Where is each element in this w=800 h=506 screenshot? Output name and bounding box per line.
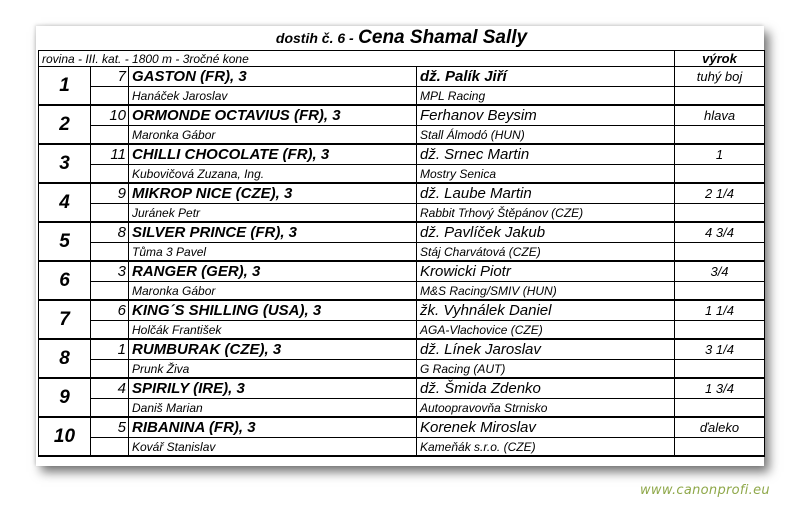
watermark: www.canonprofi.eu [640, 483, 770, 498]
number-spacer [91, 126, 129, 145]
owner-name: Mostry Senica [417, 165, 675, 184]
number-spacer [91, 204, 129, 223]
trainer-name: Tůma 3 Pavel [129, 243, 417, 262]
race-info-row [39, 51, 765, 67]
horse-name: ORMONDE OCTAVIUS (FR), 3 [129, 105, 417, 126]
result-margin: 3 1/4 [675, 339, 765, 360]
entry-detail-row [39, 282, 765, 301]
owner-name: Kameňák s.r.o. (CZE) [417, 438, 675, 457]
horse-name: MIKROP NICE (CZE), 3 [129, 183, 417, 204]
entry-detail-row [39, 126, 765, 145]
result-spacer [675, 438, 765, 457]
race-results-table [38, 26, 765, 457]
race-name: Cena Shamal Sally [358, 27, 528, 48]
trainer-name: Holčák František [129, 321, 417, 340]
result-column-header: výrok [675, 51, 765, 67]
start-number: 3 [91, 261, 129, 282]
jockey-name: žk. Vyhnálek Daniel [417, 300, 675, 321]
race-number: dostih č. 6 - [275, 30, 354, 46]
entry-detail-row [39, 243, 765, 262]
result-margin: 4 3/4 [675, 222, 765, 243]
finish-place: 9 [39, 378, 91, 417]
jockey-name: Korenek Miroslav [417, 417, 675, 438]
result-margin: tuhý boj [675, 67, 765, 87]
horse-name: SILVER PRINCE (FR), 3 [129, 222, 417, 243]
finish-place: 8 [39, 339, 91, 378]
result-margin: hlava [675, 105, 765, 126]
trainer-name: Prunk Živa [129, 360, 417, 379]
trainer-name: Kovář Stanislav [129, 438, 417, 457]
owner-name: G Racing (AUT) [417, 360, 675, 379]
result-spacer [675, 87, 765, 106]
finish-place: 10 [39, 417, 91, 456]
finish-place: 2 [39, 105, 91, 144]
finish-place: 5 [39, 222, 91, 261]
result-margin: 3/4 [675, 261, 765, 282]
jockey-name: dž. Pavlíček Jakub [417, 222, 675, 243]
result-margin: 1 1/4 [675, 300, 765, 321]
result-spacer [675, 126, 765, 145]
horse-name: SPIRILY (IRE), 3 [129, 378, 417, 399]
finish-place: 1 [39, 67, 91, 106]
jockey-name: dž. Šmida Zdenko [417, 378, 675, 399]
start-number: 5 [91, 417, 129, 438]
jockey-name: dž. Laube Martin [417, 183, 675, 204]
entry-row [39, 378, 765, 399]
entry-detail-row [39, 204, 765, 223]
entry-row [39, 144, 765, 165]
owner-name: Stáj Charvátová (CZE) [417, 243, 675, 262]
trainer-name: Kubovičová Zuzana, Ing. [129, 165, 417, 184]
owner-name: Stall Álmodó (HUN) [417, 126, 675, 145]
jockey-name: dž. Palík Jiří [417, 67, 675, 87]
entry-detail-row [39, 438, 765, 457]
number-spacer [91, 165, 129, 184]
result-margin: ďaleko [675, 417, 765, 438]
entry-row [39, 222, 765, 243]
start-number: 1 [91, 339, 129, 360]
number-spacer [91, 87, 129, 106]
entry-row [39, 417, 765, 438]
entry-row [39, 339, 765, 360]
entry-row [39, 261, 765, 282]
finish-place: 4 [39, 183, 91, 222]
horse-name: RUMBURAK (CZE), 3 [129, 339, 417, 360]
start-number: 7 [91, 67, 129, 87]
owner-name: AGA-Vlachovice (CZE) [417, 321, 675, 340]
trainer-name: Juránek Petr [129, 204, 417, 223]
result-margin: 2 1/4 [675, 183, 765, 204]
jockey-name: dž. Línek Jaroslav [417, 339, 675, 360]
result-margin: 1 [675, 144, 765, 165]
trainer-name: Maronka Gábor [129, 282, 417, 301]
finish-place: 6 [39, 261, 91, 300]
owner-name: Rabbit Trhový Štěpánov (CZE) [417, 204, 675, 223]
start-number: 11 [91, 144, 129, 165]
jockey-name: Ferhanov Beysim [417, 105, 675, 126]
results-card [36, 26, 764, 466]
result-spacer [675, 204, 765, 223]
number-spacer [91, 438, 129, 457]
number-spacer [91, 360, 129, 379]
horse-name: KING´S SHILLING (USA), 3 [129, 300, 417, 321]
race-conditions: rovina - III. kat. - 1800 m - 3ročné kone [39, 51, 675, 67]
trainer-name: Daniš Marian [129, 399, 417, 418]
start-number: 9 [91, 183, 129, 204]
result-spacer [675, 360, 765, 379]
entry-row [39, 67, 765, 87]
start-number: 10 [91, 105, 129, 126]
jockey-name: dž. Srnec Martin [417, 144, 675, 165]
entry-detail-row [39, 399, 765, 418]
result-spacer [675, 399, 765, 418]
start-number: 6 [91, 300, 129, 321]
horse-name: GASTON (FR), 3 [129, 67, 417, 87]
entry-detail-row [39, 360, 765, 379]
trainer-name: Maronka Gábor [129, 126, 417, 145]
entry-row [39, 105, 765, 126]
start-number: 4 [91, 378, 129, 399]
result-spacer [675, 282, 765, 301]
entry-detail-row [39, 165, 765, 184]
race-title-row [39, 26, 765, 51]
number-spacer [91, 399, 129, 418]
entry-detail-row [39, 87, 765, 106]
horse-name: CHILLI CHOCOLATE (FR), 3 [129, 144, 417, 165]
entry-row [39, 300, 765, 321]
horse-name: RIBANINA (FR), 3 [129, 417, 417, 438]
entry-detail-row [39, 321, 765, 340]
owner-name: Autoopravovňa Strnisko [417, 399, 675, 418]
number-spacer [91, 321, 129, 340]
finish-place: 3 [39, 144, 91, 183]
result-spacer [675, 165, 765, 184]
owner-name: M&S Racing/SMIV (HUN) [417, 282, 675, 301]
result-spacer [675, 321, 765, 340]
number-spacer [91, 243, 129, 262]
finish-place: 7 [39, 300, 91, 339]
entry-row [39, 183, 765, 204]
trainer-name: Hanáček Jaroslav [129, 87, 417, 106]
number-spacer [91, 282, 129, 301]
result-spacer [675, 243, 765, 262]
start-number: 8 [91, 222, 129, 243]
jockey-name: Krowicki Piotr [417, 261, 675, 282]
owner-name: MPL Racing [417, 87, 675, 106]
horse-name: RANGER (GER), 3 [129, 261, 417, 282]
result-margin: 1 3/4 [675, 378, 765, 399]
